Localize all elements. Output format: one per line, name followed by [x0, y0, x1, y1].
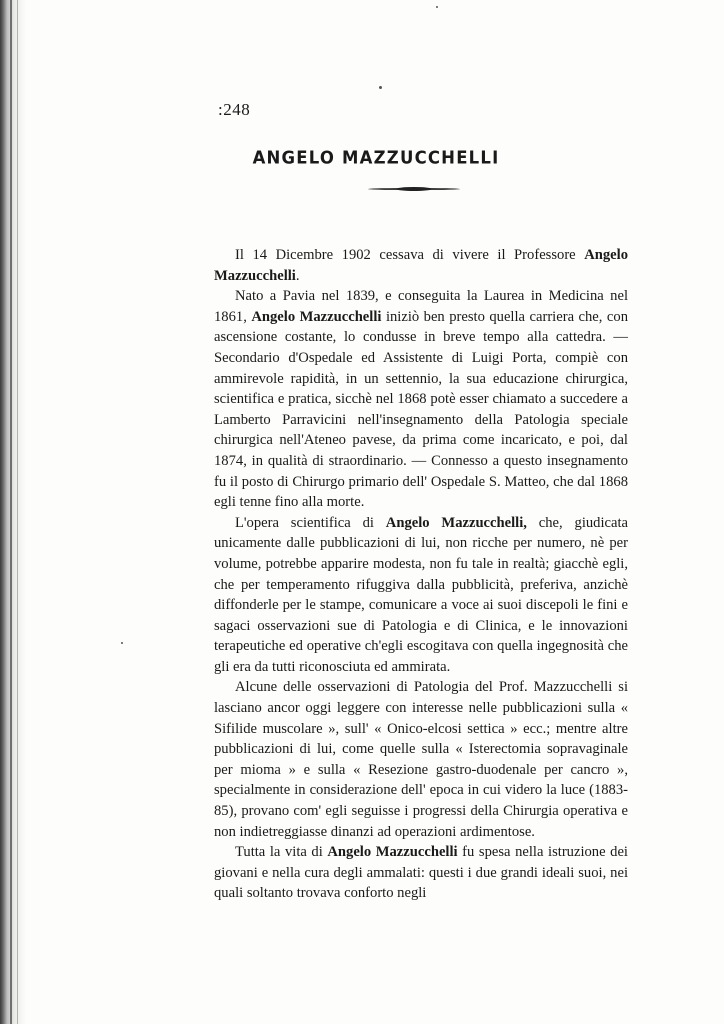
paragraph: [214, 286, 628, 513]
page-number: :248: [218, 100, 251, 119]
text-run: Alcune delle osservazioni di Patologia del Prof. Mazzucchelli si lasciano ancor oggi leggere con interesse nelle pubblicazioni sulla « Sifilide muscolare », sull' « Onico-elcosi settica » ecc.; mentre altre pubblicazioni di lui, come quelle sulla « Isterectomia sopravaginale per mioma » e sulla « Resezione gastro-duodenale per cancro », specialmente in considerazione dell' epoca in cui videro la luce (1883-85), provano com' egli seguisse i progressi della Chirurgia operativa e non indietreggiasse dinanzi ad operazioni ardimentose.: [214, 679, 628, 840]
paragraph: [214, 842, 628, 904]
page-title: ANGELO MAZZUCCHELLI: [252, 147, 500, 168]
text-run: Nato a Pavia nel 1839, e conseguita la Laurea in Medicina nel 1861,: [214, 288, 628, 325]
text-run: L'opera scientifica di: [235, 514, 386, 531]
bold-name-run: Angelo Mazzucchelli: [214, 247, 628, 284]
body-text: [214, 245, 628, 904]
title-ornament-rule: [368, 188, 460, 190]
text-run: Il 14 Dicembre 1902 cessava di vivere il Professore: [235, 247, 585, 263]
bold-name-run: Angelo Mazzucchelli,: [385, 514, 527, 531]
paragraph: [214, 245, 628, 286]
paragraph: [214, 677, 628, 842]
text-run: Tutta la vita di: [235, 844, 328, 861]
ink-speck: [436, 6, 438, 8]
ink-speck: [121, 642, 123, 644]
text-run: fu spesa nella istruzione dei giovani e nella cura degli ammalati: questi i due grandi ideali suoi, nei quali soltanto trovava conforto negli: [214, 844, 628, 902]
text-run: che, giudicata unicamente dalle pubblicazioni di lui, non ricche per numero, nè per volume, potrebbe apparire modesta, non fu tale in realtà; giacchè egli, che per temperamento rifuggiva dalla pubblicità, preferiva, anzichè diffonderle per le stampe, comunicare a voce ai suoi discepoli le fini e sagaci osservazioni sue di Patologia e di Clinica, e le innovazioni terapeutiche ed operative ch'egli escogitava con quella ingegnosità che gli era da tutti riconosciuta ed ammirata.: [214, 514, 629, 675]
ink-speck: [379, 86, 382, 89]
bold-name-run: Angelo Mazzucchelli: [251, 308, 382, 325]
text-run: .: [295, 267, 300, 284]
text-run: iniziò ben presto quella carriera che, con ascensione costante, lo condusse in breve tempo alla cattedra. — Secondario d'Ospedale ed Assistente di Luigi Porta, compiè con ammirevole rapidità, in un settennio, la sua educazione chirurgica, scientifica e pratica, sicchè nel 1868 potè esser chiamato a succedere a Lamberto Parravicini nell'insegnamento della Patologia speciale chirurgica nell'Ateneo pavese, da prima come incaricato, e poi, dal 1874, in qualità di straordinario. — Connesso a questo insegnamento fu il posto di Chirurgo primario dell' Ospedale S. Matteo, che dal 1868 egli tenne fino alla morte.: [214, 308, 628, 511]
bold-name-run: Angelo Mazzucchelli: [327, 844, 458, 861]
paragraph: [214, 513, 628, 678]
